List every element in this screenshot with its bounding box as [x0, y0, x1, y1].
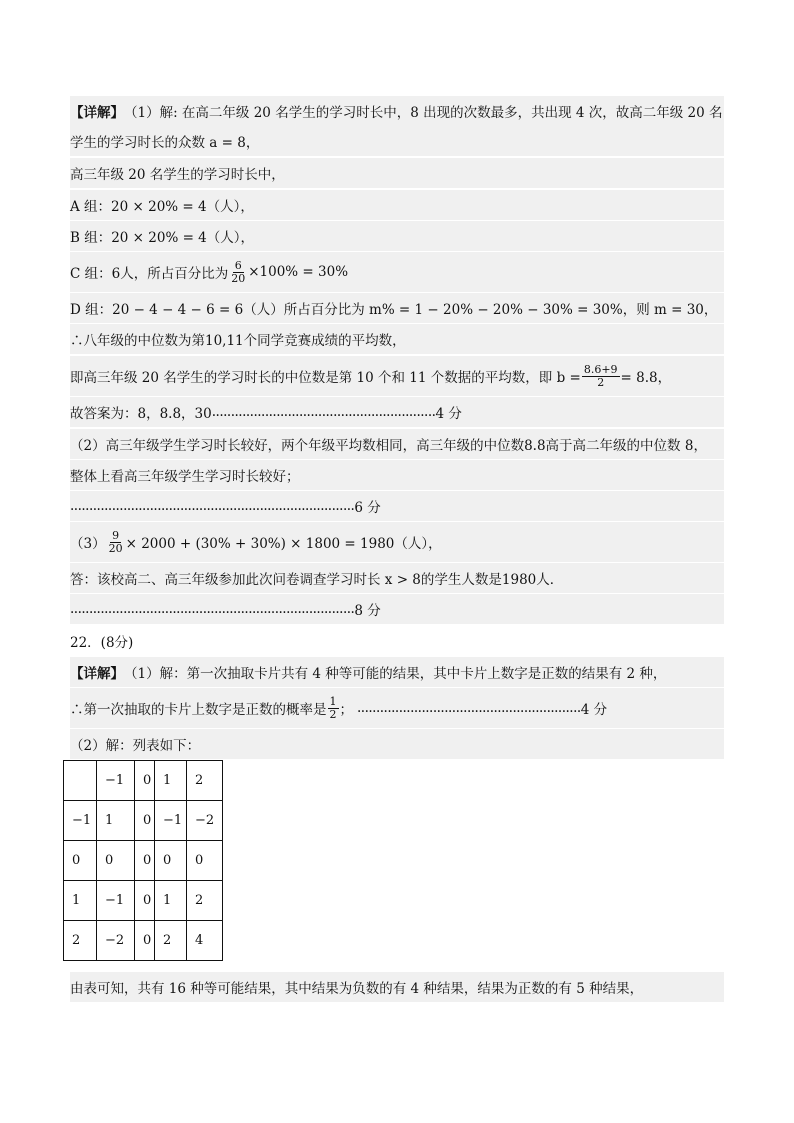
table-row — [64, 881, 223, 921]
fraction-9-20: $\frac{9}{20}$ — [108, 528, 123, 555]
table-cell: −1 — [155, 801, 187, 841]
table-row — [64, 801, 223, 841]
table-cell: 0 — [187, 841, 223, 881]
group-d-line: D 组：20 − 4 − 4 − 6 = 6（人）所占百分比为 m% = 1 − 20% − 20% − 30% = 30%，则 m = 30， — [70, 293, 724, 323]
table-cell: 2 — [155, 921, 187, 961]
table-cell: 0 — [135, 881, 155, 921]
group-b-line: B 组：20 × 20% = 4（人）， — [70, 221, 724, 251]
table-row — [64, 921, 223, 961]
table-cell: 0 — [97, 841, 135, 881]
detail-line-1: 【详解】 （1）解: 在高二年级 20 名学生的学习时长中，8 出现的次数最多，共出现 4 次，故高二年级 20 名 — [70, 96, 724, 126]
table-cell: 1 — [155, 761, 187, 801]
fraction-1-2: $\frac{1}{2}$ — [329, 694, 337, 721]
part2-line-2: 整体上看高三年级学生学习时长较好； — [70, 460, 724, 490]
q22-line-1: 【详解】 （1）解：第一次抽取卡片共有 4 种等可能的结果，其中卡片上数字是正数的结果有 2 种， — [70, 657, 724, 687]
part2-score-line: ........................................................................... 6 分 — [70, 491, 724, 521]
table-cell: 0 — [135, 841, 155, 881]
table-cell: −1 — [97, 881, 135, 921]
part3-answer-line: 答：该校高二、高三年级参加此次问卷调查学习时长 x > 8的学生人数是1980人． — [70, 563, 724, 593]
table-cell — [64, 761, 97, 801]
table-cell: 4 — [187, 921, 223, 961]
table-cell: 2 — [64, 921, 97, 961]
group-a-line: A 组：20 × 20% = 4（人）， — [70, 190, 724, 220]
fraction-b: $\frac{8.6+9}{2}$ — [583, 362, 618, 389]
question-22-header: 22．(8分) — [70, 635, 134, 651]
median-line: ∴八年级的中位数为第10,11个同学竞赛成绩的平均数， — [70, 324, 724, 354]
table-cell: 0 — [135, 921, 155, 961]
table-cell: 1 — [97, 801, 135, 841]
table-cell: 2 — [187, 881, 223, 921]
median-b-line: 即高三年级 20 名学生的学习时长的中位数是第 10 个和 11 个数据的平均数，即 b = $\frac{8.6+9}{2}$ = 8.8， — [70, 356, 724, 396]
table-row — [64, 841, 223, 881]
q22-part2-line: （2）解：列表如下： — [70, 729, 724, 759]
table-cell: 1 — [155, 881, 187, 921]
table-cell: 0 — [64, 841, 97, 881]
q22-detail-label: 【详解】 — [70, 666, 124, 682]
table-cell: −1 — [97, 761, 135, 801]
detail-line-3: 高三年级 20 名学生的学习时长中， — [70, 158, 724, 188]
q22-line-2: ∴第一次抽取的卡片上数字是正数的概率是 $\frac{1}{2}$ ； ........................................................... 4 分 — [70, 688, 724, 728]
table-cell: −2 — [187, 801, 223, 841]
table-cell: 1 — [64, 881, 97, 921]
detail-label: 【详解】 — [70, 105, 124, 121]
group-c-line: C 组：6人，所占百分比为 $\frac{6}{20}$ ×100% = 30% — [70, 252, 724, 292]
answer-line: 故答案为：8，8.8，30 ........................................................... 4 分 — [70, 397, 724, 427]
table-cell: 0 — [135, 761, 155, 801]
table-cell: 0 — [155, 841, 187, 881]
table-cell: −1 — [64, 801, 97, 841]
part2-line-1: （2）高三年级学生学习时长较好，两个年级平均数相同，高三年级的中位数8.8高于高二年级的中位数 8， — [70, 429, 724, 459]
table-cell: −2 — [97, 921, 135, 961]
fraction-6-20: $\frac{6}{20}$ — [231, 258, 246, 285]
part3-score-line: ........................................................................... 8 分 — [70, 594, 724, 624]
product-table — [63, 760, 223, 961]
part3-line: （3） $\frac{9}{20}$ × 2000 + (30% + 30%) × 1800 = 1980（人）， — [70, 522, 724, 562]
table-cell: 2 — [187, 761, 223, 801]
table-cell: 0 — [135, 801, 155, 841]
detail-line-2: 学生的学习时长的众数 a = 8， — [70, 126, 724, 156]
table-row — [64, 761, 223, 801]
q22-conclusion-line: 由表可知，共有 16 种等可能结果，其中结果为负数的有 4 种结果，结果为正数的有 5 种结果， — [70, 972, 724, 1002]
